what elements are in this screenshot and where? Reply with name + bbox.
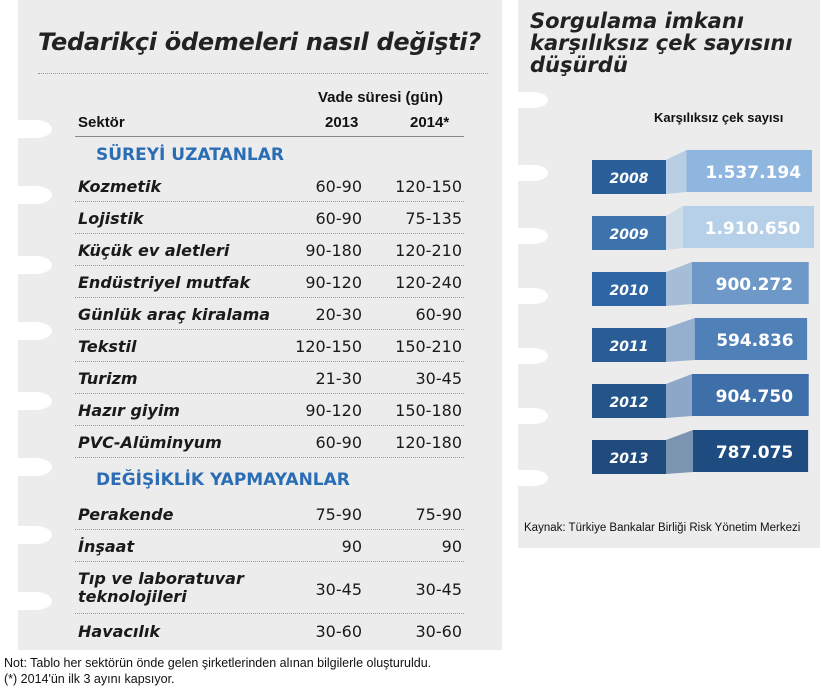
binder-notch xyxy=(18,322,52,340)
value-2014-cell: 75-90 xyxy=(415,505,462,524)
category-label: 2011 xyxy=(609,339,649,355)
category-label: 2012 xyxy=(609,395,649,411)
row-divider xyxy=(75,613,464,614)
chart-value-label: Karşılıksız çek sayısı xyxy=(654,110,784,125)
section-label-unchanged: DEĞİŞİKLİK YAPMAYANLAR xyxy=(96,470,350,490)
value-2014-cell: 150-180 xyxy=(395,401,462,420)
table-row xyxy=(75,268,464,298)
column-group-header: Vade süresi (gün) xyxy=(318,89,444,106)
value-2013-cell: 21-30 xyxy=(315,369,362,388)
value-2014-cell: 150-210 xyxy=(395,337,462,356)
value-2013-cell: 60-90 xyxy=(315,209,362,228)
value-2013-cell: 60-90 xyxy=(315,433,362,452)
row-divider xyxy=(75,457,464,458)
value-2013-cell: 90-120 xyxy=(305,401,362,420)
value-2013-cell: 90 xyxy=(341,537,362,556)
table-title: Tedarikçi ödemeleri nasıl değişti? xyxy=(38,28,481,56)
binder-notch xyxy=(18,120,52,138)
row-divider xyxy=(75,425,464,426)
bar-connector xyxy=(666,430,693,474)
value-2013-cell: 90-180 xyxy=(305,241,362,260)
chart-title xyxy=(530,10,815,76)
table-row xyxy=(75,172,464,202)
chart-title-line: Sorgulama imkanı xyxy=(530,9,744,33)
category-label: 2010 xyxy=(609,283,649,299)
table-row xyxy=(75,364,464,394)
data-label: 594.836 xyxy=(716,331,794,351)
sector-cell: Kozmetik xyxy=(78,177,162,196)
row-divider xyxy=(75,361,464,362)
data-label: 900.272 xyxy=(715,275,794,295)
chart-title-line: karşılıksız çek sayısını xyxy=(530,31,793,55)
category-label: 2009 xyxy=(609,227,649,243)
value-2013-cell: 30-45 xyxy=(315,580,362,599)
sector-cell: Küçük ev aletleri xyxy=(78,241,230,260)
year-2014-column-header: 2014* xyxy=(410,114,450,131)
table-row xyxy=(75,236,464,266)
value-2014-cell: 90 xyxy=(441,537,462,556)
sector-cell-line: Tıp ve laboratuvar xyxy=(78,569,244,588)
value-2014-cell: 75-135 xyxy=(405,209,462,228)
bar-connector xyxy=(666,374,692,418)
table-row xyxy=(75,532,464,562)
data-label: 1.537.194 xyxy=(705,163,802,183)
binder-notch xyxy=(518,92,548,108)
data-label: 787.075 xyxy=(715,443,794,463)
category-label: 2013 xyxy=(609,451,649,467)
value-2014-cell: 120-180 xyxy=(395,433,462,452)
category-label: 2008 xyxy=(609,171,649,187)
value-2014-cell: 120-240 xyxy=(395,273,462,292)
sector-cell: Turizm xyxy=(78,369,138,388)
row-divider xyxy=(75,529,464,530)
value-2014-cell: 30-45 xyxy=(415,369,462,388)
bar-connector xyxy=(666,150,686,194)
sector-cell xyxy=(78,570,244,606)
value-2014-cell: 60-90 xyxy=(415,305,462,324)
row-divider xyxy=(75,233,464,234)
data-label: 1.910.650 xyxy=(704,219,801,239)
table-row xyxy=(75,617,464,647)
table-row xyxy=(75,332,464,362)
sector-cell: İnşaat xyxy=(78,537,135,556)
sector-cell: Perakende xyxy=(78,505,174,524)
value-2014-cell: 120-150 xyxy=(395,177,462,196)
binder-notch xyxy=(18,392,52,410)
table-note: Not: Tablo her sektörün önde gelen şirketlerinden alınan bilgilerle oluşturuldu. xyxy=(4,656,432,670)
row-divider xyxy=(75,201,464,202)
table-row xyxy=(75,500,464,530)
sector-cell: Günlük araç kiralama xyxy=(78,305,271,324)
sector-cell: Hazır giyim xyxy=(78,401,180,420)
section-label-extended: SÜREYİ UZATANLAR xyxy=(96,145,285,165)
value-2013-cell: 30-60 xyxy=(315,622,362,641)
value-2013-cell: 120-150 xyxy=(295,337,362,356)
table-row xyxy=(75,428,464,458)
binder-notch xyxy=(18,458,52,476)
binder-notch xyxy=(18,526,52,544)
table-row xyxy=(75,396,464,426)
row-divider xyxy=(75,561,464,562)
binder-notch xyxy=(18,256,52,274)
table-footnote: (*) 2014'ün ilk 3 ayını kapsıyor. xyxy=(4,672,175,686)
title-divider xyxy=(38,73,488,74)
sector-cell: Havacılık xyxy=(78,622,160,641)
table-row xyxy=(75,564,464,614)
table-row xyxy=(75,300,464,330)
value-2014-cell: 30-60 xyxy=(415,622,462,641)
value-2013-cell: 75-90 xyxy=(315,505,362,524)
bar-connector xyxy=(666,318,695,362)
bar-connector xyxy=(666,262,692,306)
sector-cell: Endüstriyel mutfak xyxy=(78,273,251,292)
header-divider xyxy=(75,136,464,137)
data-label: 904.750 xyxy=(715,387,794,407)
row-divider xyxy=(75,329,464,330)
row-divider xyxy=(75,393,464,394)
sector-column-header: Sektör xyxy=(78,114,125,131)
value-2013-cell: 20-30 xyxy=(315,305,362,324)
value-2014-cell: 30-45 xyxy=(415,580,462,599)
value-2014-cell: 120-210 xyxy=(395,241,462,260)
row-divider xyxy=(75,297,464,298)
year-2013-column-header: 2013 xyxy=(325,114,359,131)
value-2013-cell: 60-90 xyxy=(315,177,362,196)
bar-connector xyxy=(666,206,683,250)
chart-title-line: düşürdü xyxy=(530,53,628,77)
sector-cell: Tekstil xyxy=(78,337,137,356)
chart-source: Kaynak: Türkiye Bankalar Birliği Risk Yönetim Merkezi xyxy=(524,522,801,534)
sector-cell: Lojistik xyxy=(78,209,144,228)
table-row xyxy=(75,204,464,234)
row-divider xyxy=(75,265,464,266)
sector-cell: PVC-Alüminyum xyxy=(78,433,222,452)
sector-cell-line: teknolojileri xyxy=(78,587,187,606)
value-2013-cell: 90-120 xyxy=(305,273,362,292)
binder-notch xyxy=(18,186,52,204)
binder-notch xyxy=(18,592,52,610)
bar-chart xyxy=(518,130,820,510)
